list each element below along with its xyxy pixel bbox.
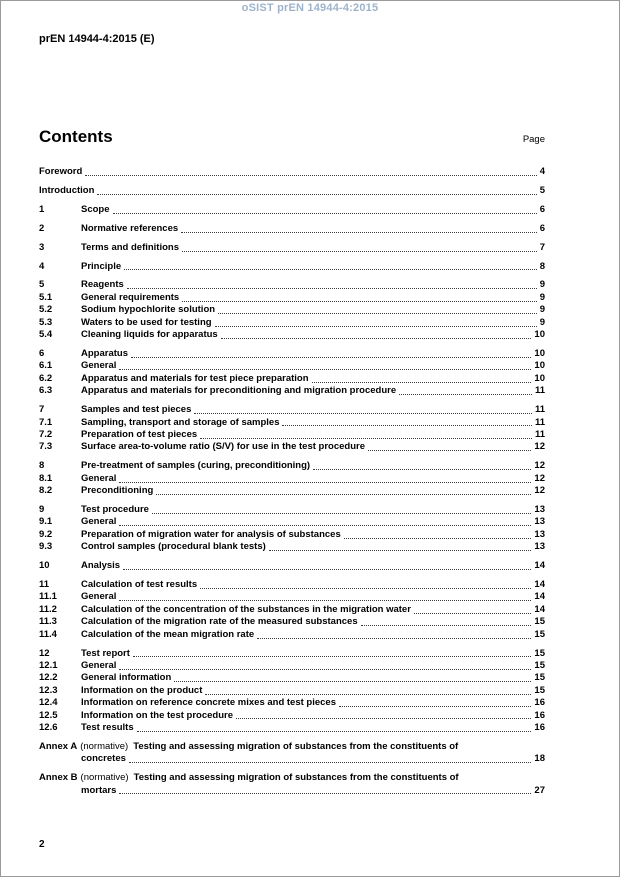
dot-leader bbox=[194, 413, 532, 414]
toc-entry-number: 6.1 bbox=[39, 360, 53, 372]
dot-leader bbox=[156, 494, 531, 495]
dot-leader bbox=[181, 232, 537, 233]
toc-entry-title: Testing and assessing migration of substances from the constituents of bbox=[133, 740, 459, 752]
toc-entry bbox=[39, 166, 545, 178]
toc-entry-number: 7.3 bbox=[39, 441, 53, 453]
toc-entry-page-number: 10 bbox=[534, 347, 545, 359]
toc-entry-number: 11.3 bbox=[39, 616, 57, 628]
toc-group bbox=[39, 772, 545, 797]
toc-entry bbox=[39, 541, 545, 553]
dot-leader bbox=[344, 538, 532, 539]
dot-leader bbox=[131, 357, 531, 358]
toc-entry-page-number: 11 bbox=[534, 416, 545, 428]
toc-entry-number: 5.2 bbox=[39, 304, 53, 316]
toc-entry-page-number: 13 bbox=[534, 503, 545, 515]
toc-entry-title: General bbox=[81, 591, 117, 603]
dot-leader bbox=[205, 694, 531, 695]
toc-entry-number: 12.3 bbox=[39, 684, 58, 696]
toc-entry-title: General bbox=[81, 360, 117, 372]
toc-entry-page-number: 16 bbox=[534, 697, 545, 709]
toc-entry-page-number: 10 bbox=[534, 372, 545, 384]
toc-group bbox=[39, 460, 545, 497]
toc-entry-title: Scope bbox=[81, 203, 110, 215]
toc-entry bbox=[39, 404, 545, 416]
toc-entry-title: Test report bbox=[81, 647, 130, 659]
toc-entry bbox=[39, 591, 545, 603]
dot-leader bbox=[236, 718, 531, 719]
toc-group bbox=[39, 279, 545, 341]
toc-entry-title: Test results bbox=[81, 721, 134, 733]
toc-entry-number: 12 bbox=[39, 647, 50, 659]
toc-entry bbox=[39, 697, 545, 709]
toc-entry-title: Test procedure bbox=[81, 503, 149, 515]
toc-entry bbox=[39, 417, 545, 429]
toc-entry-page-number: 9 bbox=[539, 279, 545, 291]
dot-leader bbox=[339, 706, 531, 707]
dot-leader bbox=[313, 469, 531, 470]
dot-leader bbox=[257, 638, 531, 639]
toc-entry-number: 3 bbox=[39, 241, 45, 253]
toc-entry-title: Introduction bbox=[39, 184, 95, 196]
toc-entry-page-number: 16 bbox=[534, 709, 545, 721]
toc-entry bbox=[39, 616, 545, 628]
toc-entry-title: General requirements bbox=[81, 291, 180, 303]
toc-entry-number: 9.3 bbox=[39, 541, 53, 553]
toc-entry-title: Samples and test pieces bbox=[81, 404, 192, 416]
toc-entry bbox=[39, 685, 545, 697]
toc-entry-page-number: 15 bbox=[534, 647, 545, 659]
toc-group bbox=[39, 579, 545, 641]
toc-entry bbox=[39, 204, 545, 216]
toc-entry bbox=[39, 292, 545, 304]
toc-entry bbox=[39, 629, 545, 641]
toc-entry-title: Preconditioning bbox=[81, 485, 154, 497]
toc-entry-page-number: 15 bbox=[534, 628, 545, 640]
dot-leader bbox=[119, 600, 531, 601]
dot-leader bbox=[218, 313, 537, 314]
toc-annex-qualifier: (normative) bbox=[80, 772, 129, 784]
toc-entry bbox=[39, 223, 545, 235]
dot-leader bbox=[123, 569, 531, 570]
toc-entry-number: 12.1 bbox=[39, 659, 58, 671]
toc-entry-title: Terms and definitions bbox=[81, 241, 180, 253]
toc-entry-page-number: 13 bbox=[534, 516, 545, 528]
toc-entry-page-number: 10 bbox=[534, 329, 545, 341]
toc-entry-page-number: 11 bbox=[534, 385, 545, 397]
toc-entry-number: 9.1 bbox=[39, 516, 53, 528]
toc-entry-page-number: 8 bbox=[539, 260, 545, 272]
dot-leader bbox=[119, 793, 531, 794]
toc-entry-title: Information on reference concrete mixes and test pieces bbox=[81, 697, 337, 709]
toc-entry-page-number: 4 bbox=[539, 166, 545, 177]
toc-entry-number: 8 bbox=[39, 460, 45, 472]
toc-entry-number: 9.2 bbox=[39, 528, 53, 540]
dot-leader bbox=[200, 438, 532, 439]
dot-leader bbox=[119, 525, 531, 526]
toc-annex-entry-line1 bbox=[39, 772, 545, 784]
toc-entry bbox=[39, 485, 545, 497]
toc-entry-number: 11.1 bbox=[39, 591, 57, 603]
footer-page-number: 2 bbox=[39, 839, 45, 850]
toc-entry bbox=[39, 373, 545, 385]
toc-entry-title: Information on the product bbox=[81, 684, 203, 696]
toc-entry-page-number: 16 bbox=[534, 721, 545, 733]
toc-entry bbox=[39, 348, 545, 360]
page-column-label: Page bbox=[522, 134, 545, 145]
toc-entry-number: 11.4 bbox=[39, 628, 57, 640]
dot-leader bbox=[215, 326, 537, 327]
dot-leader bbox=[182, 301, 536, 302]
toc-entry-title: Pre-treatment of samples (curing, preconditioning) bbox=[81, 460, 311, 472]
toc-entry-number: 8.1 bbox=[39, 472, 53, 484]
toc-group bbox=[39, 648, 545, 735]
toc-entry-title: Reagents bbox=[81, 279, 124, 291]
toc-entry-title: Apparatus and materials for preconditioning and migration procedure bbox=[81, 385, 397, 397]
toc-entry-title: Waters to be used for testing bbox=[81, 316, 212, 328]
toc-entry-page-number: 15 bbox=[534, 616, 545, 628]
toc-annex-entry-line1 bbox=[39, 741, 545, 753]
dot-leader bbox=[368, 450, 531, 451]
toc-entry-page-number: 14 bbox=[534, 603, 545, 615]
toc-entry bbox=[39, 317, 545, 329]
toc-entry-page-number: 14 bbox=[534, 578, 545, 590]
toc-entry bbox=[39, 185, 545, 197]
toc-entry-title: General bbox=[81, 659, 117, 671]
toc-entry-title: Preparation of test pieces bbox=[81, 428, 198, 440]
dot-leader bbox=[133, 656, 532, 657]
dot-leader bbox=[361, 625, 532, 626]
toc-entry-page-number: 15 bbox=[534, 684, 545, 696]
toc-entry-page-number: 6 bbox=[539, 203, 545, 215]
toc-entry-title: Apparatus bbox=[81, 347, 128, 359]
toc-entry bbox=[39, 529, 545, 541]
toc-entry-title: Cleaning liquids for apparatus bbox=[81, 329, 218, 341]
toc-entry-number: 12.5 bbox=[39, 709, 58, 721]
toc-entry-page-number: 14 bbox=[534, 560, 545, 572]
toc-entry-number: 7.2 bbox=[39, 428, 53, 440]
toc-entry-number: 1 bbox=[39, 203, 45, 215]
dot-leader bbox=[200, 588, 531, 589]
dot-leader bbox=[269, 550, 532, 551]
toc-annex-qualifier: (normative) bbox=[80, 740, 129, 752]
toc-entry bbox=[39, 261, 545, 273]
toc-entry-page-number: 12 bbox=[534, 441, 545, 453]
toc-group bbox=[39, 348, 545, 398]
toc-entry bbox=[39, 329, 545, 341]
toc-entry-page-number: 13 bbox=[534, 541, 545, 553]
toc-entry-title: General bbox=[81, 516, 117, 528]
toc-entry-page-number: 27 bbox=[534, 784, 545, 796]
toc-entry bbox=[39, 429, 545, 441]
toc-group bbox=[39, 223, 545, 235]
toc-entry-number: 4 bbox=[39, 260, 45, 272]
toc-annex-entry-line2 bbox=[39, 753, 545, 765]
toc-entry-page-number: 9 bbox=[539, 304, 545, 316]
toc-group bbox=[39, 741, 545, 766]
toc-annex-entry-line2 bbox=[39, 785, 545, 797]
toc-entry-page-number: 12 bbox=[534, 485, 545, 497]
dot-leader bbox=[124, 269, 537, 270]
toc-entry bbox=[39, 660, 545, 672]
toc-entry-number: 5.1 bbox=[39, 291, 53, 303]
toc-annex-label: Annex B bbox=[39, 772, 78, 784]
dot-leader bbox=[119, 669, 531, 670]
toc-entry-title: Calculation of the migration rate of the measured substances bbox=[81, 616, 358, 628]
toc-group bbox=[39, 504, 545, 554]
toc-entry bbox=[39, 385, 545, 397]
toc-entry-title: Surface area-to-volume ratio (S/V) for use in the test procedure bbox=[81, 441, 366, 453]
toc-entry-page-number: 12 bbox=[534, 460, 545, 472]
toc-entry-number: 8.2 bbox=[39, 485, 53, 497]
toc-group bbox=[39, 242, 545, 254]
toc-entry-number: 9 bbox=[39, 503, 45, 515]
toc-entry-title: Control samples (procedural blank tests) bbox=[81, 541, 266, 553]
toc-entry-title: Information on the test procedure bbox=[81, 709, 234, 721]
toc-entry bbox=[39, 441, 545, 453]
toc-entry-title: Analysis bbox=[81, 560, 121, 572]
toc-entry bbox=[39, 504, 545, 516]
toc-entry-title: Calculation of the mean migration rate bbox=[81, 628, 255, 640]
toc-entry-title: Normative references bbox=[81, 222, 179, 234]
toc-entry-page-number: 6 bbox=[539, 222, 545, 234]
dot-leader bbox=[414, 613, 532, 614]
contents-header bbox=[39, 127, 545, 147]
toc-group bbox=[39, 404, 545, 454]
toc-group bbox=[39, 185, 545, 197]
toc bbox=[39, 166, 545, 803]
dot-leader bbox=[282, 425, 531, 426]
document-reference: prEN 14944-4:2015 (E) bbox=[39, 33, 155, 45]
toc-entry bbox=[39, 579, 545, 591]
dot-leader bbox=[113, 213, 537, 214]
toc-entry bbox=[39, 304, 545, 316]
toc-group bbox=[39, 166, 545, 178]
toc-entry bbox=[39, 473, 545, 485]
dot-leader bbox=[174, 681, 531, 682]
dot-leader bbox=[399, 394, 532, 395]
toc-entry-number: 7.1 bbox=[39, 416, 53, 428]
toc-entry bbox=[39, 360, 545, 372]
toc-entry bbox=[39, 722, 545, 734]
toc-entry-title-continuation: concretes bbox=[81, 753, 126, 765]
toc-entry bbox=[39, 710, 545, 722]
toc-entry-title: Sampling, transport and storage of samples bbox=[81, 416, 280, 428]
dot-leader bbox=[119, 482, 531, 483]
toc-entry-number: 5.3 bbox=[39, 316, 53, 328]
toc-group bbox=[39, 560, 545, 572]
watermark-text: oSIST prEN 14944-4:2015 bbox=[241, 2, 379, 14]
toc-entry-title-continuation: mortars bbox=[81, 784, 117, 796]
toc-entry-page-number: 11 bbox=[534, 404, 545, 416]
toc-entry-number: 6 bbox=[39, 347, 45, 359]
dot-leader bbox=[182, 251, 537, 252]
toc-entry-title: Calculation of test results bbox=[81, 578, 198, 590]
toc-entry-title: General bbox=[81, 472, 117, 484]
toc-entry-page-number: 10 bbox=[534, 360, 545, 372]
toc-entry-number: 7 bbox=[39, 404, 45, 416]
toc-entry-number: 10 bbox=[39, 560, 50, 572]
toc-entry-number: 5 bbox=[39, 279, 45, 291]
toc-entry-page-number: 11 bbox=[534, 428, 545, 440]
toc-entry bbox=[39, 604, 545, 616]
toc-entry-title: Principle bbox=[81, 260, 122, 272]
toc-entry-title: General information bbox=[81, 672, 172, 684]
dot-leader bbox=[119, 369, 531, 370]
dot-leader bbox=[152, 513, 531, 514]
dot-leader bbox=[85, 175, 536, 176]
toc-entry-page-number: 5 bbox=[539, 184, 545, 196]
toc-entry-page-number: 9 bbox=[539, 316, 545, 328]
dot-leader bbox=[129, 762, 532, 763]
toc-entry bbox=[39, 242, 545, 254]
contents-title: Contents bbox=[39, 127, 113, 146]
toc-entry bbox=[39, 460, 545, 472]
toc-entry-number: 6.2 bbox=[39, 372, 53, 384]
dot-leader bbox=[97, 194, 536, 195]
toc-group bbox=[39, 261, 545, 273]
toc-entry-number: 2 bbox=[39, 222, 45, 234]
toc-group bbox=[39, 204, 545, 216]
toc-entry-number: 11 bbox=[39, 578, 50, 590]
toc-annex-label: Annex A bbox=[39, 740, 78, 752]
toc-entry bbox=[39, 516, 545, 528]
toc-entry-title: Preparation of migration water for analysis of substances bbox=[81, 528, 341, 540]
toc-entry-page-number: 13 bbox=[534, 528, 545, 540]
toc-entry-title: Apparatus and materials for test piece preparation bbox=[81, 372, 309, 384]
toc-entry-page-number: 7 bbox=[539, 241, 545, 253]
dot-leader bbox=[221, 338, 532, 339]
toc-entry bbox=[39, 648, 545, 660]
toc-entry-page-number: 12 bbox=[534, 472, 545, 484]
toc-entry bbox=[39, 560, 545, 572]
toc-entry-page-number: 14 bbox=[534, 591, 545, 603]
dot-leader bbox=[137, 731, 532, 732]
toc-entry-number: 12.6 bbox=[39, 721, 58, 733]
toc-entry-page-number: 15 bbox=[534, 672, 545, 684]
dot-leader bbox=[127, 288, 537, 289]
toc-entry-title: Foreword bbox=[39, 166, 83, 177]
dot-leader bbox=[312, 382, 532, 383]
toc-entry-page-number: 9 bbox=[539, 291, 545, 303]
toc-entry-number: 12.2 bbox=[39, 672, 58, 684]
toc-entry-title: Testing and assessing migration of substances from the constituents of bbox=[133, 772, 459, 784]
toc-entry-title: Sodium hypochlorite solution bbox=[81, 304, 216, 316]
toc-entry-number: 5.4 bbox=[39, 329, 53, 341]
toc-entry-page-number: 18 bbox=[534, 753, 545, 765]
toc-entry bbox=[39, 672, 545, 684]
toc-entry-title: Calculation of the concentration of the substances in the migration water bbox=[81, 603, 411, 615]
toc-entry bbox=[39, 279, 545, 291]
toc-entry-number: 12.4 bbox=[39, 697, 58, 709]
toc-entry-number: 11.2 bbox=[39, 603, 57, 615]
toc-entry-page-number: 15 bbox=[534, 659, 545, 671]
toc-entry-number: 6.3 bbox=[39, 385, 53, 397]
